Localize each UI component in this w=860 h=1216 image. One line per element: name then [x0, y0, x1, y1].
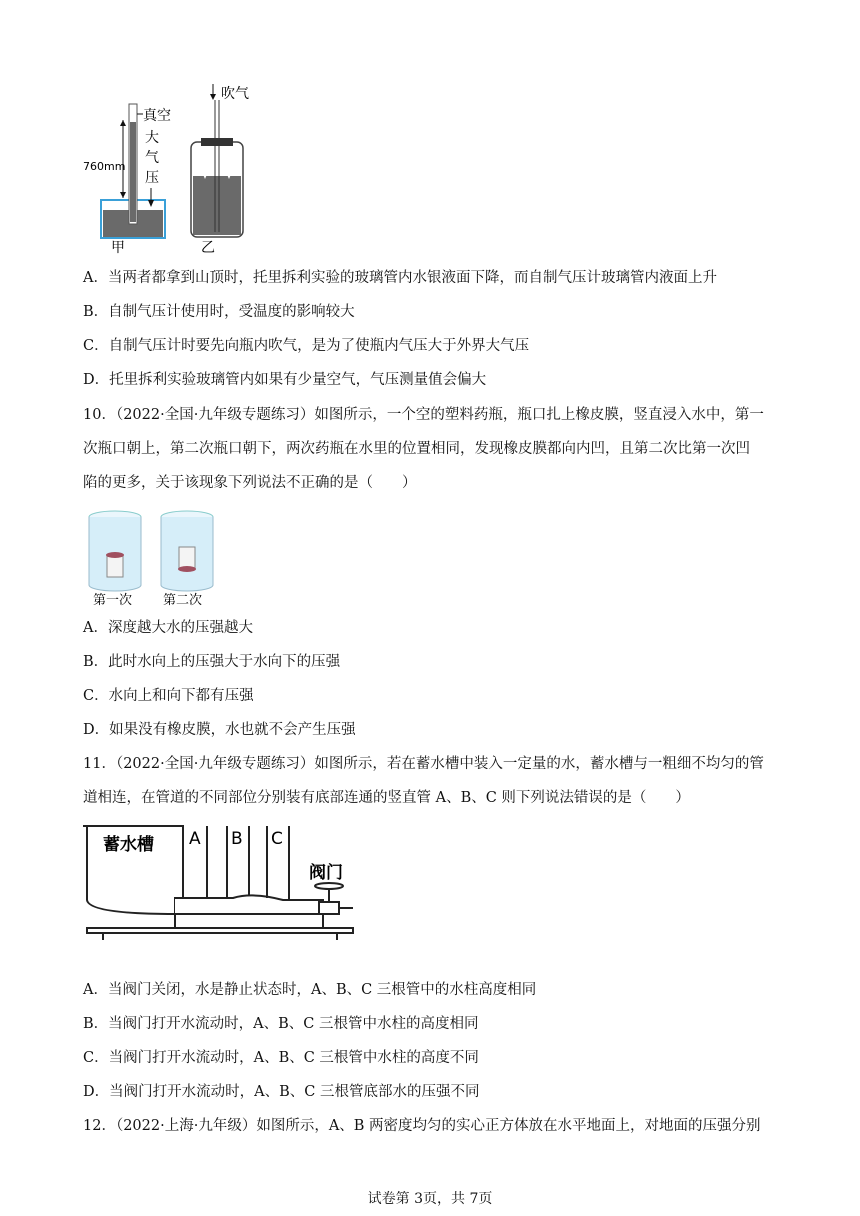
tube-b-label: B: [231, 829, 243, 849]
q9-option-a: A．当两者都拿到山顶时，托里拆利实验的玻璃管内水银液面下降，而自制气压计玻璃管内液面上升: [83, 270, 717, 286]
blow-label: 吹气: [221, 86, 249, 102]
first-label: 第一次: [93, 593, 133, 608]
jia-label: 甲: [111, 240, 125, 256]
q10-option-c: C．水向上和向下都有压强: [83, 688, 254, 704]
page-footer: 试卷第 3页，共 7页: [367, 1191, 493, 1207]
second-label: 第二次: [163, 593, 203, 608]
barometer-figure: [83, 82, 253, 257]
q11-option-b: B．当阀门打开水流动时，A、B、C 三根管中水柱的高度相同: [83, 1016, 479, 1032]
q11-stem-line-2: 道相连，在管道的不同部位分别装有底部连通的竖直管 A、B、C 则下列说法错误的是（ ）: [83, 790, 690, 806]
q9-option-c: C．自制气压计时要先向瓶内吹气，是为了使瓶内气压大于外界大气压: [83, 338, 530, 354]
q10-option-b: B．此时水向上的压强大于水向下的压强: [83, 654, 341, 670]
q9-option-d: D．托里拆利实验玻璃管内如果有少量空气，气压测量值会偏大: [83, 372, 487, 388]
q11-option-c: C．当阀门打开水流动时，A、B、C 三根管中水柱的高度不同: [83, 1050, 479, 1066]
q10-stem-line-3: 陷的更多，关于该现象下列说法不正确的是（ ）: [83, 475, 417, 491]
q10-option-d: D．如果没有橡皮膜，水也就不会产生压强: [83, 722, 356, 738]
q10-option-a: A．深度越大水的压强越大: [83, 620, 253, 636]
bottle-figure: [83, 507, 223, 609]
water-tank-figure: [83, 820, 358, 940]
vacuum-label: 真空: [143, 108, 171, 124]
q12-stem: 12．（2022·上海·九年级）如图所示，A、B 两密度均匀的实心正方体放在水平地面上，对地面的压强分别: [83, 1118, 761, 1134]
tube-a-label: A: [189, 829, 201, 849]
atm-label-3: 压: [145, 170, 159, 186]
atm-label-1: 大: [145, 130, 159, 146]
height-label: 760mm: [83, 160, 126, 173]
q11-stem-line-1: 11．（2022·全国·九年级专题练习）如图所示，若在蓄水槽中装入一定量的水，蓄水槽与一粗细不均匀的管: [83, 756, 764, 772]
atm-label-2: 气: [145, 150, 159, 166]
q10-stem-line-1: 10．（2022·全国·九年级专题练习）如图所示，一个空的塑料药瓶，瓶口扎上橡皮膜，竖直浸入水中，第一: [83, 407, 764, 423]
q11-option-a: A．当阀门关闭，水是静止状态时，A、B、C 三根管中的水柱高度相同: [83, 982, 537, 998]
q9-option-b: B．自制气压计使用时，受温度的影响较大: [83, 304, 355, 320]
tube-c-label: C: [271, 829, 283, 849]
yi-label: 乙: [201, 240, 215, 256]
tank-label: 蓄水槽: [103, 835, 154, 855]
q10-stem-line-2: 次瓶口朝上，第二次瓶口朝下，两次药瓶在水里的位置相同，发现橡皮膜都向内凹，且第二次比第一次凹: [83, 441, 750, 457]
q11-option-d: D．当阀门打开水流动时，A、B、C 三根管底部水的压强不同: [83, 1084, 480, 1100]
valve-label: 阀门: [309, 863, 343, 883]
